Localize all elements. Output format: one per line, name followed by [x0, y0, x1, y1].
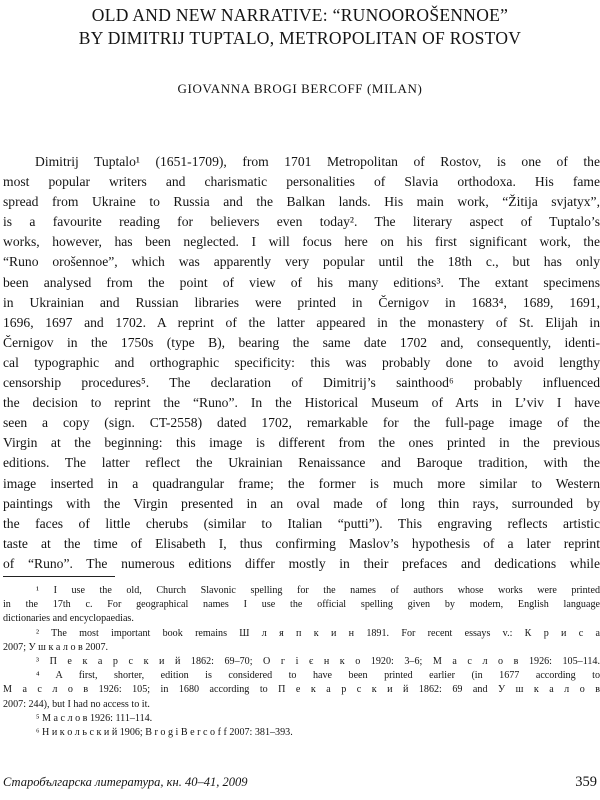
- footnote-divider: [3, 576, 115, 577]
- body-line: been analysed from the point of view of his many editions³. The extant specimens: [3, 274, 600, 290]
- body-line: 1696, 1697 and 1702. A reprint of the latter appeared in the monastery of St. Elijah in: [3, 314, 600, 330]
- body-line: cal typographic and orthographic specificity: this was probably done to avoid lengthy: [3, 354, 600, 370]
- body-line: paintings with the Virgin presented in an oval made of long thin rays, surrounded by: [3, 495, 600, 511]
- footnote-line: ⁴ A first, shorter, edition is considered to have been printed earlier (in 1677 according to: [36, 670, 600, 682]
- footnote-line: ⁵ М а с л о в 1926: 111–114.: [36, 712, 153, 724]
- journal-citation: Старобългарска литература, кн. 40–41, 2009: [3, 775, 248, 789]
- body-line: the faces of little cherubs (similar to Italian “putti”). This engraving reflects artistic: [3, 515, 600, 531]
- body-line: spread from Ukraine to Russia and the Balkan lands. His main work, “Žitija svjatyx”,: [3, 194, 600, 210]
- body-line: Virgin at the beginning: this image is different from the ones printed in the previous: [3, 435, 600, 451]
- footnote-line: dictionaries and encyclopaedias.: [3, 613, 134, 625]
- body-line: Dimitrij Tuptalo¹ (1651-1709), from 1701 Metropolitan of Rostov, is one of the: [35, 154, 600, 169]
- body-line: censorship procedures⁵. The declaration of Dimitrij’s sainthood⁶ probably influenced: [3, 375, 600, 391]
- body-line: most popular writers and charismatic personalities of Slavia orthodoxa. His fame: [3, 174, 600, 190]
- author-name: GIOVANNA BROGI BERCOFF (MILAN): [177, 81, 423, 96]
- article-title-line-1: OLD AND NEW NARRATIVE: “RUNOOROŠENNOE”: [91, 5, 509, 25]
- footnote-line: 2007: 244), but I had no access to it.: [3, 698, 150, 710]
- body-line: works, however, has been neglected. I will focus here on his first significant work, the: [3, 234, 600, 250]
- body-line: of “Runo”. The numerous editions differ mostly in their prefaces and dedications while: [3, 555, 600, 571]
- body-line: the decision to reprint the “Runo”. In the Historical Museum of Arts in L’viv I have: [3, 395, 600, 411]
- page-number: 359: [575, 774, 597, 790]
- footnote-line: ⁶ Н и к о л ь с к и й 1906; B r o g i B e r c o f f 2007: 381–393.: [36, 726, 293, 738]
- article-title-line-2: BY DIMITRIJ TUPTALO, METROPOLITAN OF ROSTOV: [78, 28, 522, 48]
- body-line: is a favourite reading for believers even today². The literary aspect of Tuptalo’s: [3, 214, 600, 230]
- footnote-line: ² The most important book remains Ш л я п к и н 1891. For recent essays v.: К р и с а: [36, 627, 600, 639]
- body-line: “Runo orošennoe”, which was apparently very popular until the 18th c., but has only: [3, 254, 600, 270]
- footnote-line: 2007; У ш к а л о в 2007.: [3, 641, 109, 653]
- footnote-line: in the 17th c. For geographical names I use the official spelling given by modern, English language: [3, 599, 600, 611]
- body-line: Černigov in the 1750s (type B), bearing the same date 1702 and, consequently, identi-: [3, 334, 600, 350]
- body-text: [3, 152, 600, 574]
- body-line: image inserted in a quadrangular frame; the former is much more similar to Western: [3, 475, 600, 491]
- footnotes: [3, 584, 600, 740]
- footnote-line: М а с л о в 1926: 105; in 1680 according to П е к а р с к и й 1862: 69 and У ш к а л о в: [3, 684, 600, 696]
- body-line: seen a copy (sign. CT-2558) dated 1702, remarkable for the full-page image of the: [3, 415, 600, 431]
- footnote-line: ³ П е к а р с к и й 1862: 69–70; О г і є н к о 1920: 3–6; М а с л о в 1926: 105–114.: [36, 655, 600, 667]
- body-line: in Ukrainian and Russian libraries were printed in Černigov in 1683⁴, 1689, 1691,: [3, 294, 600, 310]
- body-line: editions. The latter reflect the Ukrainian Renaissance and Baroque tradition, with the: [3, 455, 600, 471]
- footnote-line: ¹ I use the old, Church Slavonic spelling for the names of authors whose works were printed: [36, 585, 600, 596]
- body-line: taste at the time of Elisabeth I, thus confirming Maslov’s hypothesis of a later reprint: [3, 535, 600, 551]
